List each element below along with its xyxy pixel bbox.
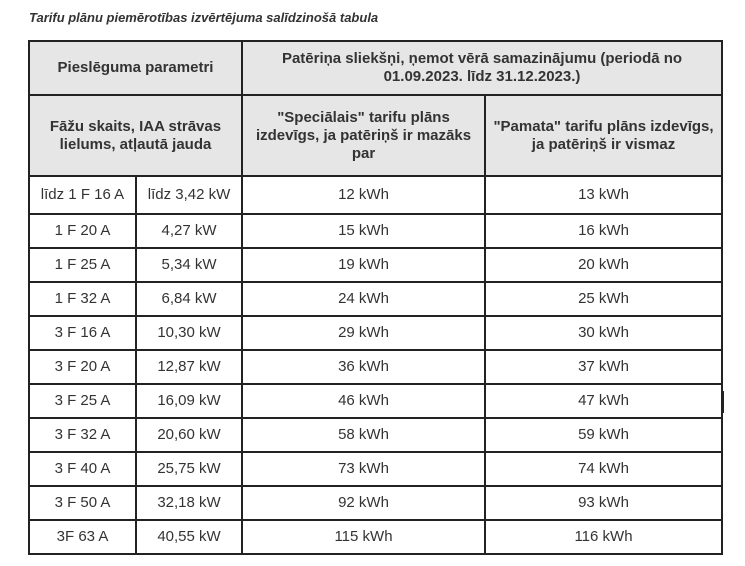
power-cell: 40,55 kW — [136, 520, 242, 554]
special-threshold-cell: 12 kWh — [242, 176, 485, 214]
special-threshold-cell: 36 kWh — [242, 350, 485, 384]
special-threshold-cell: 24 kWh — [242, 282, 485, 316]
table-row — [29, 282, 722, 316]
basic-threshold-cell: 59 kWh — [485, 418, 722, 452]
basic-threshold-cell: 74 kWh — [485, 452, 722, 486]
phase-cell: 3 F 32 A — [29, 418, 136, 452]
text-cursor-mark — [723, 391, 724, 413]
phase-cell: 3 F 20 A — [29, 350, 136, 384]
phase-cell: 1 F 25 A — [29, 248, 136, 282]
power-cell: 32,18 kW — [136, 486, 242, 520]
phase-column-header: Fāžu skaits, IAA strāvas lielums, atļautā jauda — [29, 95, 242, 176]
power-cell: 16,09 kW — [136, 384, 242, 418]
special-threshold-cell: 29 kWh — [242, 316, 485, 350]
special-threshold-cell: 73 kWh — [242, 452, 485, 486]
phase-cell: 1 F 20 A — [29, 214, 136, 248]
basic-threshold-cell: 37 kWh — [485, 350, 722, 384]
special-plan-header: "Speciālais" tarifu plāns izdevīgs, ja patēriņš ir mazāks par — [242, 95, 485, 176]
table-row — [29, 384, 722, 418]
phase-cell: līdz 1 F 16 A — [29, 176, 136, 214]
basic-threshold-cell: 20 kWh — [485, 248, 722, 282]
special-threshold-cell: 58 kWh — [242, 418, 485, 452]
special-threshold-cell: 15 kWh — [242, 214, 485, 248]
power-cell: 4,27 kW — [136, 214, 242, 248]
table-row — [29, 520, 722, 554]
phase-cell: 3 F 50 A — [29, 486, 136, 520]
basic-threshold-cell: 16 kWh — [485, 214, 722, 248]
table-row — [29, 418, 722, 452]
table-row — [29, 214, 722, 248]
tariff-comparison-table — [28, 40, 723, 555]
basic-threshold-cell: 93 kWh — [485, 486, 722, 520]
table-row — [29, 350, 722, 384]
basic-plan-header: "Pamata" tarifu plāns izdevīgs, ja patēriņš ir vismaz — [485, 95, 722, 176]
phase-cell: 3F 63 A — [29, 520, 136, 554]
table-row — [29, 176, 722, 214]
phase-cell: 3 F 16 A — [29, 316, 136, 350]
basic-threshold-cell: 30 kWh — [485, 316, 722, 350]
phase-cell: 3 F 40 A — [29, 452, 136, 486]
power-cell: 12,87 kW — [136, 350, 242, 384]
special-threshold-cell: 92 kWh — [242, 486, 485, 520]
power-cell: 20,60 kW — [136, 418, 242, 452]
connection-params-header: Pieslēguma parametri — [29, 41, 242, 95]
table-row — [29, 316, 722, 350]
special-threshold-cell: 46 kWh — [242, 384, 485, 418]
table-row — [29, 452, 722, 486]
power-cell: 10,30 kW — [136, 316, 242, 350]
table-row — [29, 486, 722, 520]
threshold-header: Patēriņa sliekšņi, ņemot vērā samazinājumu (periodā no 01.09.2023. līdz 31.12.2023.) — [242, 41, 722, 95]
special-threshold-cell: 115 kWh — [242, 520, 485, 554]
special-threshold-cell: 19 kWh — [242, 248, 485, 282]
basic-threshold-cell: 47 kWh — [485, 384, 722, 418]
basic-threshold-cell: 116 kWh — [485, 520, 722, 554]
table-caption: Tarifu plānu piemērotības izvērtējuma salīdzinošā tabula — [29, 10, 379, 25]
power-cell: līdz 3,42 kW — [136, 176, 242, 214]
table-row — [29, 248, 722, 282]
phase-cell: 1 F 32 A — [29, 282, 136, 316]
basic-threshold-cell: 25 kWh — [485, 282, 722, 316]
power-cell: 6,84 kW — [136, 282, 242, 316]
power-cell: 5,34 kW — [136, 248, 242, 282]
basic-threshold-cell: 13 kWh — [485, 176, 722, 214]
phase-cell: 3 F 25 A — [29, 384, 136, 418]
power-cell: 25,75 kW — [136, 452, 242, 486]
